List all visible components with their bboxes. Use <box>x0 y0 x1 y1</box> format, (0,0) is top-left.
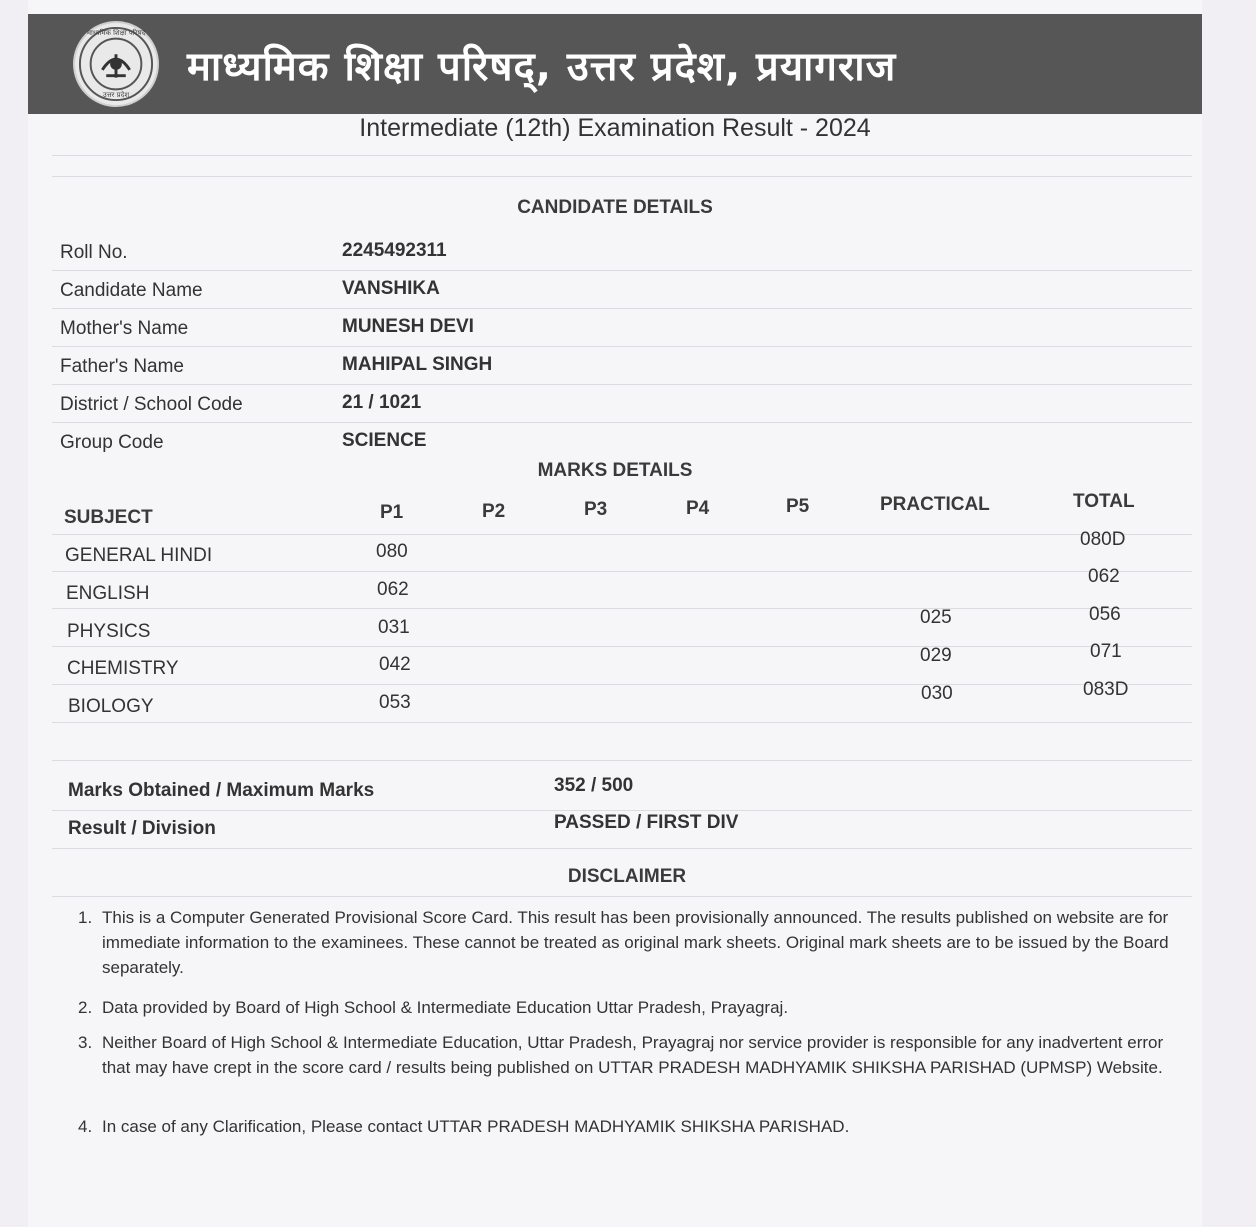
subject-cell: CHEMISTRY <box>67 658 179 679</box>
total-cell: 071 <box>1090 641 1122 662</box>
candidate-row-father <box>58 348 1188 384</box>
disclaimer-item <box>78 1030 1188 1080</box>
marks-summary-row <box>68 775 1168 802</box>
candidate-details-heading: CANDIDATE DETAILS <box>517 197 713 218</box>
disclaimer-text: Neither Board of High School & Intermediate Education, Uttar Pradesh, Prayagraj nor service provider is responsible for any inadvertent error that may have crept in the score card / results being published on UTTAR PRADESH MADHYAMIK SHIKSHA PARISHAD (UPMSP) Website. <box>102 1033 1164 1077</box>
candidate-value: SCIENCE <box>342 430 427 451</box>
total-cell: 062 <box>1088 566 1120 587</box>
candidate-value: VANSHIKA <box>342 278 440 299</box>
col-total: TOTAL <box>1073 491 1135 512</box>
p1-cell: 080 <box>376 541 408 562</box>
disclaimer-item <box>78 1114 1188 1139</box>
disclaimer-text: Data provided by Board of High School & Intermediate Education Uttar Pradesh, Prayagraj. <box>102 998 789 1017</box>
seal-top-text: माध्यमिक शिक्षा परिषद <box>86 29 146 37</box>
divider <box>52 684 1192 685</box>
header-banner <box>28 14 1202 114</box>
divider <box>52 646 1192 647</box>
p1-cell: 042 <box>379 654 411 675</box>
candidate-label: District / School Code <box>60 394 243 415</box>
p1-cell: 031 <box>378 617 410 638</box>
divider <box>52 155 1192 156</box>
candidate-label: Candidate Name <box>60 280 203 301</box>
divider <box>52 722 1192 723</box>
marks-summary-label: Marks Obtained / Maximum Marks <box>68 780 375 801</box>
subject-cell: PHYSICS <box>67 621 151 642</box>
candidate-row-group <box>58 424 1188 460</box>
candidate-label: Mother's Name <box>60 318 189 339</box>
practical-cell: 025 <box>920 607 952 628</box>
candidate-value: 21 / 1021 <box>342 392 422 413</box>
divider <box>52 810 1192 811</box>
disclaimer-number: 4. <box>78 1117 93 1136</box>
total-cell: 083D <box>1083 679 1129 700</box>
divider <box>52 384 1192 385</box>
result-value: PASSED / FIRST DIV <box>554 812 739 833</box>
disclaimer-number: 2. <box>78 998 93 1017</box>
disclaimer-number: 1. <box>78 908 93 927</box>
disclaimer-item <box>78 995 1188 1020</box>
candidate-value: MUNESH DEVI <box>342 316 474 337</box>
candidate-row-roll-no <box>58 234 1188 270</box>
candidate-label: Father's Name <box>60 356 185 377</box>
col-practical: PRACTICAL <box>880 494 990 515</box>
board-name: माध्यमिक शिक्षा परिषद्, उत्तर प्रदेश, प्रयागराज <box>187 43 897 90</box>
divider <box>52 176 1192 177</box>
marks-summary-value: 352 / 500 <box>554 775 634 796</box>
candidate-row-district <box>58 386 1188 422</box>
candidate-label: Roll No. <box>60 242 128 263</box>
candidate-value: MAHIPAL SINGH <box>342 354 493 375</box>
divider <box>52 608 1192 609</box>
total-cell: 056 <box>1089 604 1121 625</box>
divider <box>52 848 1192 849</box>
disclaimer-number: 3. <box>78 1033 93 1052</box>
divider <box>52 571 1192 572</box>
result-label: Result / Division <box>68 818 216 839</box>
divider <box>52 270 1192 271</box>
p1-cell: 053 <box>379 692 411 713</box>
divider <box>52 422 1192 423</box>
divider <box>52 760 1192 761</box>
col-p3: P3 <box>584 499 608 520</box>
col-p4: P4 <box>686 498 710 519</box>
page-title: Intermediate (12th) Examination Result - 2024 <box>359 114 871 142</box>
divider <box>52 346 1192 347</box>
disclaimer-text: In case of any Clarification, Please contact UTTAR PRADESH MADHYAMIK SHIKSHA PARISHAD. <box>102 1117 850 1136</box>
col-p5: P5 <box>786 496 810 517</box>
candidate-row-name <box>58 272 1188 308</box>
col-p2: P2 <box>482 501 506 522</box>
col-p1: P1 <box>380 502 404 523</box>
disclaimer-item <box>78 905 1188 980</box>
board-seal-icon <box>73 21 159 107</box>
col-subject: SUBJECT <box>64 507 153 528</box>
subject-cell: BIOLOGY <box>68 696 154 717</box>
candidate-row-mother <box>58 310 1188 346</box>
divider <box>52 308 1192 309</box>
subject-cell: ENGLISH <box>66 583 150 604</box>
divider <box>52 896 1192 897</box>
practical-cell: 030 <box>921 683 953 704</box>
total-cell: 080D <box>1080 529 1126 550</box>
marks-details-heading: MARKS DETAILS <box>537 460 693 481</box>
p1-cell: 062 <box>377 579 409 600</box>
result-row <box>68 812 1168 840</box>
subject-cell: GENERAL HINDI <box>65 545 213 566</box>
candidate-value: 2245492311 <box>342 240 447 261</box>
disclaimer-heading: DISCLAIMER <box>567 866 687 887</box>
divider <box>52 534 1192 535</box>
disclaimer-text: This is a Computer Generated Provisional Score Card. This result has been provisionally announced. The results published on website are for immediate information to the examinees. These cannot be treated as original mark sheets. Original mark sheets are to be issued by the Board separately. <box>102 908 1169 977</box>
candidate-label: Group Code <box>60 432 164 453</box>
seal-bottom-text: उत्तर प्रदेश <box>102 91 130 99</box>
practical-cell: 029 <box>920 645 952 666</box>
